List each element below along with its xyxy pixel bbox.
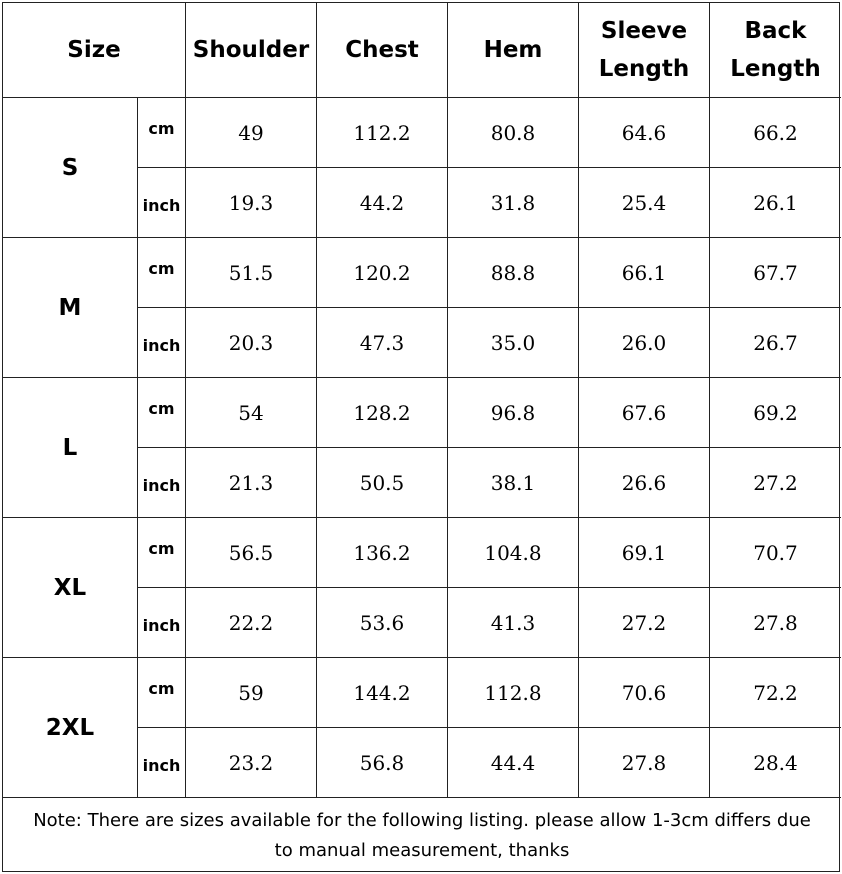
header-size: Size [3, 3, 186, 98]
size-label: M [3, 238, 138, 378]
note-text: Note: There are sizes available for the following listing. please allow 1-3cm differs due to manual measurement, thanks [33, 809, 811, 861]
shoulder-value: 19.3 [186, 168, 317, 238]
back-value: 69.2 [710, 378, 841, 448]
back-value: 26.7 [710, 308, 841, 378]
unit-label: cm [138, 98, 186, 168]
back-value: 27.8 [710, 588, 841, 658]
hem-value: 112.8 [448, 658, 579, 728]
size-chart-table [2, 2, 840, 872]
unit-label: inch [138, 308, 186, 378]
hem-value: 104.8 [448, 518, 579, 588]
back-value: 72.2 [710, 658, 841, 728]
back-value: 66.2 [710, 98, 841, 168]
chest-value: 50.5 [317, 448, 448, 518]
hem-value: 38.1 [448, 448, 579, 518]
header-back-line2: Length [730, 56, 821, 82]
header-sleeve-length [579, 3, 710, 98]
shoulder-value: 49 [186, 98, 317, 168]
shoulder-value: 23.2 [186, 728, 317, 798]
size-label: XL [3, 518, 138, 658]
hem-value: 31.8 [448, 168, 579, 238]
shoulder-value: 21.3 [186, 448, 317, 518]
unit-label: inch [138, 448, 186, 518]
hem-value: 35.0 [448, 308, 579, 378]
header-shoulder: Shoulder [186, 3, 317, 98]
shoulder-value: 22.2 [186, 588, 317, 658]
unit-label: cm [138, 378, 186, 448]
header-chest: Chest [317, 3, 448, 98]
shoulder-value: 51.5 [186, 238, 317, 308]
chest-value: 112.2 [317, 98, 448, 168]
back-value: 67.7 [710, 238, 841, 308]
chest-value: 136.2 [317, 518, 448, 588]
header-sleeve-line2: Length [598, 56, 690, 82]
hem-value: 41.3 [448, 588, 579, 658]
shoulder-value: 56.5 [186, 518, 317, 588]
sleeve-value: 66.1 [579, 238, 710, 308]
unit-label: cm [138, 658, 186, 728]
sleeve-value: 25.4 [579, 168, 710, 238]
back-value: 27.2 [710, 448, 841, 518]
chest-value: 128.2 [317, 378, 448, 448]
chest-value: 144.2 [317, 658, 448, 728]
sleeve-value: 26.6 [579, 448, 710, 518]
unit-label: inch [138, 588, 186, 658]
sleeve-value: 69.1 [579, 518, 710, 588]
hem-value: 44.4 [448, 728, 579, 798]
hem-value: 96.8 [448, 378, 579, 448]
header-back-text [730, 12, 820, 88]
sleeve-value: 67.6 [579, 378, 710, 448]
back-value: 26.1 [710, 168, 841, 238]
shoulder-value: 20.3 [186, 308, 317, 378]
size-label: 2XL [3, 658, 138, 798]
chest-value: 47.3 [317, 308, 448, 378]
header-back-line1: Back [744, 18, 807, 44]
shoulder-value: 54 [186, 378, 317, 448]
header-back-length [710, 3, 841, 98]
chest-value: 56.8 [317, 728, 448, 798]
sleeve-value: 27.2 [579, 588, 710, 658]
header-hem: Hem [448, 3, 579, 98]
chest-value: 120.2 [317, 238, 448, 308]
header-sleeve-text [599, 12, 689, 88]
size-label: S [3, 98, 138, 238]
unit-label: inch [138, 168, 186, 238]
sleeve-value: 26.0 [579, 308, 710, 378]
sleeve-value: 27.8 [579, 728, 710, 798]
hem-value: 88.8 [448, 238, 579, 308]
header-sleeve-line1: Sleeve [600, 18, 688, 44]
hem-value: 80.8 [448, 98, 579, 168]
size-label: L [3, 378, 138, 518]
sleeve-value: 70.6 [579, 658, 710, 728]
unit-label: inch [138, 728, 186, 798]
chest-value: 44.2 [317, 168, 448, 238]
unit-label: cm [138, 238, 186, 308]
unit-label: cm [138, 518, 186, 588]
chest-value: 53.6 [317, 588, 448, 658]
shoulder-value: 59 [186, 658, 317, 728]
sleeve-value: 64.6 [579, 98, 710, 168]
back-value: 28.4 [710, 728, 841, 798]
back-value: 70.7 [710, 518, 841, 588]
